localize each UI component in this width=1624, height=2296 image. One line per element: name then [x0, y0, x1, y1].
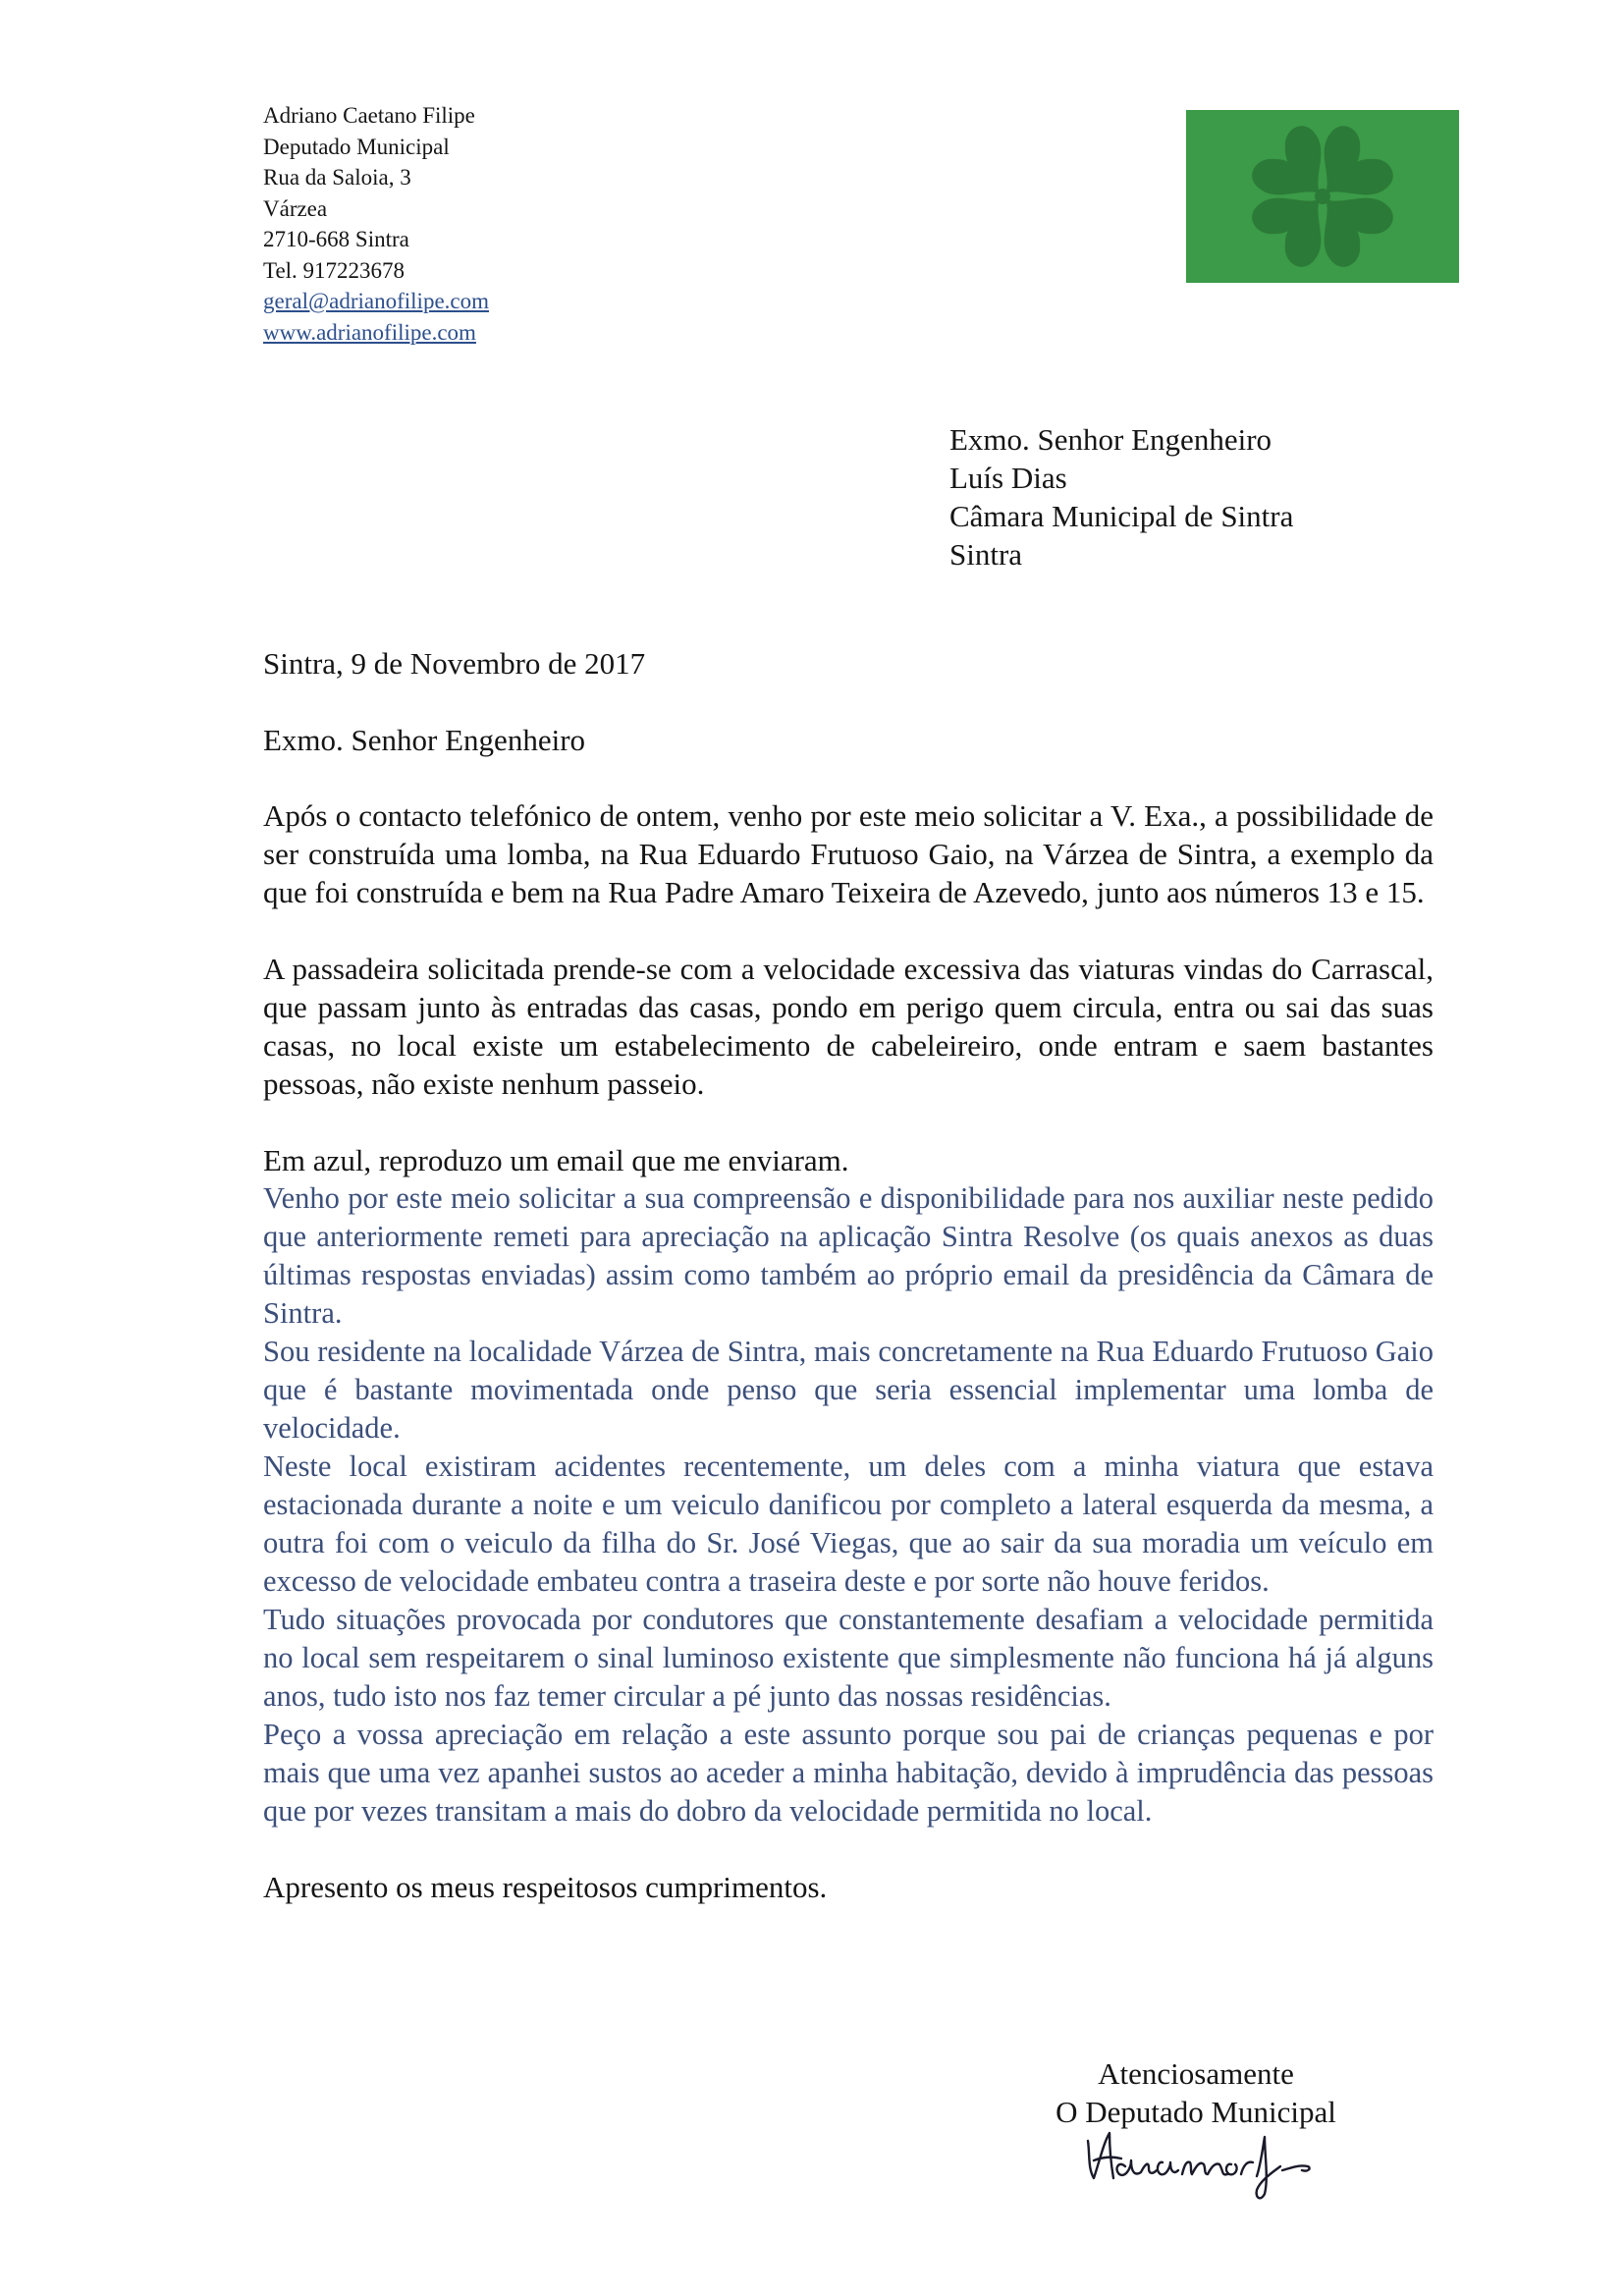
recipient-block	[949, 420, 1293, 574]
sender-email-link[interactable]: geral@adrianofilipe.com	[263, 289, 489, 313]
quoted-email	[263, 1179, 1434, 1831]
letter-paragraph: A passadeira solicitada prende-se com a velocidade excessiva das viaturas vindas do Carrascal, que passam junto às entradas das casas, pondo em perigo quem circula, entra ou sai das suas casas, no local existe um estabelecimento de cabeleireiro, onde entram e saem bastantes pessoas, não existe nenhum passeio.	[263, 952, 1434, 1101]
email-paragraph: Sou residente na localidade Várzea de Sintra, mais concretamente na Rua Eduardo Frutuoso Gaio que é bastante movimentada onde penso que seria essencial implementar uma lomba de velocidade.	[263, 1335, 1434, 1445]
recipient-organization: Câmara Municipal de Sintra	[949, 499, 1294, 533]
recipient-city: Sintra	[949, 537, 1023, 572]
email-paragraph: Neste local existiram acidentes recentemente, um deles com a minha viatura que estava estacionada durante a noite e um veiculo danificou por completo a lateral esquerda da mesma, a outra foi com o veiculo da filha do Sr. José Viegas, que ao sair da sua moradia um veículo em excesso de velocidade embateu contra a traseira deste e por sorte não houve feridos.	[263, 1449, 1434, 1598]
sender-street: Rua da Saloia, 3	[263, 165, 411, 190]
handwritten-signature	[1080, 2121, 1326, 2204]
email-intro: Em azul, reproduzo um email que me enviaram.	[263, 1143, 849, 1177]
letter-greeting: Exmo. Senhor Engenheiro	[263, 723, 586, 757]
letter-closing: Apresento os meus respeitosos cumprimentos.	[263, 1870, 828, 1904]
letter-body	[263, 644, 1434, 1906]
sender-postal: 2710-668 Sintra	[263, 227, 409, 251]
sender-locality: Várzea	[263, 195, 328, 221]
clover-logo	[1186, 110, 1459, 283]
email-paragraph: Peço a vossa apreciação em relação a este assunto porque sou pai de crianças pequenas e por mais que uma vez apanhei sustos ao aceder a minha habitação, devido à imprudência das pessoas que por vezes transitam a mais do dobro da velocidade permitida no local.	[263, 1718, 1434, 1828]
recipient-name: Luís Dias	[949, 461, 1067, 495]
email-paragraph: Venho por este meio solicitar a sua compreensão e disponibilidade para nos auxiliar neste pedido que anteriormente remeti para apreciação na aplicação Sintra Resolve (os quais anexos as duas últimas respostas enviadas) assim como também ao próprio email da presidência da Câmara de Sintra.	[263, 1181, 1434, 1330]
email-paragraph: Tudo situações provocada por condutores que constantemente desafiam a velocidade permitida no local sem respeitarem o sinal luminoso existente que simplesmente não funciona há já alguns anos, tudo isto nos faz temer circular a pé junto das nossas residências.	[263, 1603, 1434, 1713]
letter-date: Sintra, 9 de Novembro de 2017	[263, 646, 646, 681]
sender-name: Adriano Caetano Filipe	[263, 103, 475, 128]
signoff-block	[1039, 2054, 1353, 2131]
sender-website-link[interactable]: www.adrianofilipe.com	[263, 319, 476, 345]
signoff-role: O Deputado Municipal	[1056, 2095, 1336, 2129]
sender-phone: Tel. 917223678	[263, 257, 406, 283]
four-leaf-clover-icon	[1186, 110, 1459, 283]
sender-role: Deputado Municipal	[263, 134, 450, 159]
sender-block	[263, 100, 489, 348]
signoff-line: Atenciosamente	[1098, 2056, 1294, 2091]
letter-paragraph: Após o contacto telefónico de ontem, venho por este meio solicitar a V. Exa., a possibilidade de ser construída uma lomba, na Rua Eduardo Frutuoso Gaio, na Várzea de Sintra, a exemplo da que foi construída e bem na Rua Padre Amaro Teixeira de Azevedo, junto aos números 13 e 15.	[263, 798, 1434, 909]
recipient-title: Exmo. Senhor Engenheiro	[949, 422, 1272, 457]
